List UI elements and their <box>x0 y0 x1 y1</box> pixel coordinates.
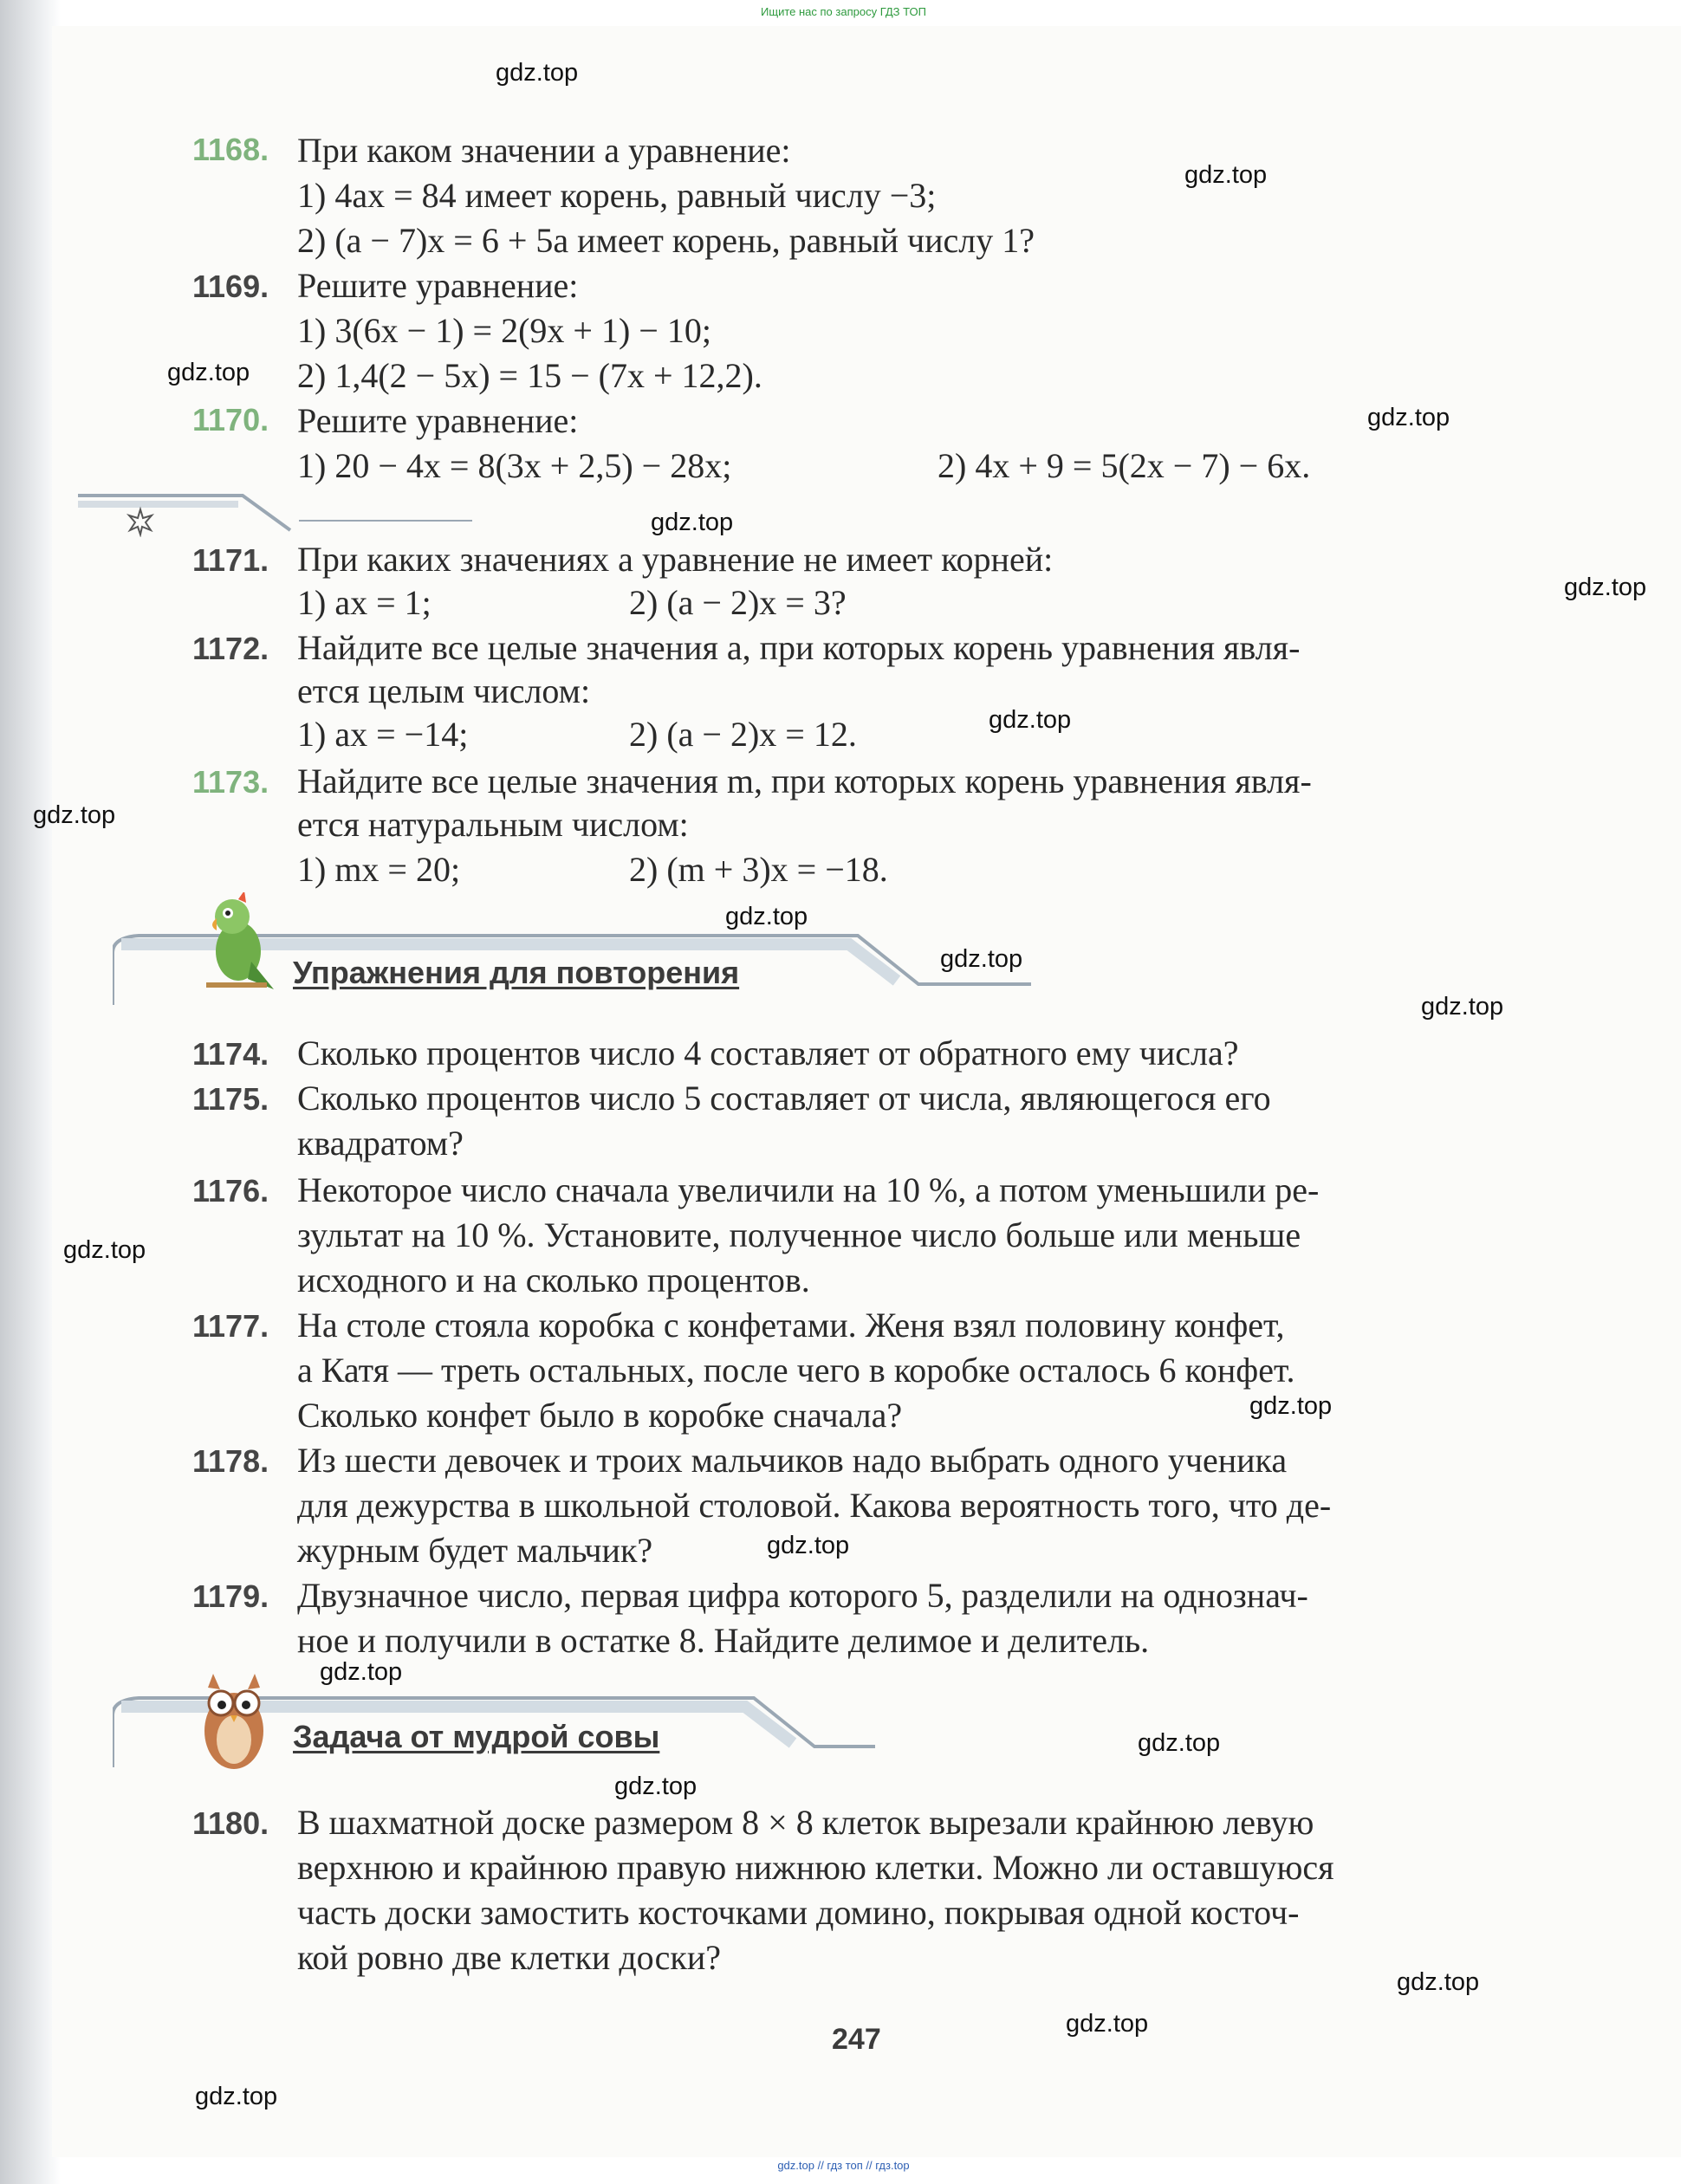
problem-text-continued: верхнюю и крайнюю правую нижнюю клетки. Можно ли оставшуюся <box>297 1848 1334 1887</box>
problem-number: 1173. <box>192 764 269 800</box>
watermark: gdz.top <box>940 945 1023 973</box>
parrot-icon <box>191 892 277 996</box>
problem-text: Из шести девочек и троих мальчиков надо выбрать одного ученика <box>297 1441 1288 1480</box>
problem-text-continued: кой ровно две клетки доски? <box>297 1938 722 1977</box>
problem-text-continued: журным будет мальчик? <box>297 1531 653 1570</box>
problem-item: 2) (a − 2)x = 3? <box>629 583 847 622</box>
watermark: gdz.top <box>1138 1729 1221 1757</box>
problem-text: Решите уравнение: <box>297 266 579 305</box>
problem-text: Двузначное число, первая цифра которого 5, разделили на однознач- <box>297 1576 1308 1615</box>
problem-text-continued: а Катя — треть остальных, после чего в коробке осталось 6 конфет. <box>297 1351 1295 1390</box>
problem-text-continued: исходного и на сколько процентов. <box>297 1260 810 1299</box>
problem-text: При каких значениях a уравнение не имеет корней: <box>297 540 1054 579</box>
problem-item: 1) 20 − 4x = 8(3x + 2,5) − 28x; <box>297 446 732 485</box>
problem-number: 1180. <box>192 1805 269 1841</box>
problem-item: 2) (a − 7)x = 6 + 5a имеет корень, равный числу 1? <box>297 221 1035 260</box>
page-number: 247 <box>832 2023 881 2056</box>
problem-text: На столе стояла коробка с конфетами. Женя взял половину конфет, <box>297 1306 1285 1345</box>
problem-item: 1) ax = 1; <box>297 583 431 622</box>
problem-text: Найдите все целые значения a, при которых корень уравнения явля- <box>297 628 1301 667</box>
problem-number: 1172. <box>192 631 269 666</box>
problem-number: 1171. <box>192 542 269 578</box>
problem-text-continued: для дежурства в школьной столовой. Какова вероятность того, что де- <box>297 1486 1332 1525</box>
bottom-note: gdz.top // гдз топ // гдз.top <box>777 2159 910 2172</box>
problem-number: 1168. <box>192 132 269 167</box>
problem-number: 1174. <box>192 1036 269 1072</box>
top-note: Ищите нас по запросу ГДЗ ТОП <box>761 5 926 18</box>
watermark: gdz.top <box>320 1658 403 1686</box>
star-icon <box>129 509 152 535</box>
problem-item: 2) 1,4(2 − 5x) = 15 − (7x + 12,2). <box>297 356 762 395</box>
watermark: gdz.top <box>63 1236 146 1264</box>
problem-text: Сколько процентов число 5 составляет от числа, являющегося его <box>297 1079 1271 1118</box>
problem-text: Сколько процентов число 4 составляет от обратного ему числа? <box>297 1034 1239 1073</box>
problem-text: Найдите все целые значения m, при которых корень уравнения явля- <box>297 761 1312 800</box>
watermark: gdz.top <box>167 359 250 386</box>
problem-text-continued: зультат на 10 %. Установите, полученное число больше или меньше <box>297 1215 1301 1254</box>
problem-text: Решите уравнение: <box>297 401 579 440</box>
problem-text-continued: ется натуральным числом: <box>297 805 689 844</box>
watermark: gdz.top <box>725 903 808 930</box>
problem-number: 1179. <box>192 1578 269 1614</box>
problem-text-continued: ется целым числом: <box>297 671 591 710</box>
watermark: gdz.top <box>195 2083 278 2110</box>
problem-item: 2) (a − 2)x = 12. <box>629 715 857 754</box>
watermark: gdz.top <box>1249 1392 1333 1420</box>
problem-number: 1169. <box>192 269 269 304</box>
problem-text-continued: часть доски замостить косточками домино, покрывая одной косточ- <box>297 1893 1300 1932</box>
problem-text: В шахматной доске размером 8 × 8 клеток вырезали крайнюю левую <box>297 1803 1314 1842</box>
watermark: gdz.top <box>1184 161 1268 189</box>
watermark: gdz.top <box>651 509 734 536</box>
problem-text-continued: квадратом? <box>297 1124 464 1163</box>
divider-line <box>299 518 472 523</box>
watermark: gdz.top <box>989 706 1072 734</box>
watermark: gdz.top <box>767 1532 850 1559</box>
watermark: gdz.top <box>1367 404 1450 431</box>
section-title-repetition: Упражнения для повторения <box>293 955 740 990</box>
problem-number: 1176. <box>192 1173 269 1209</box>
owl-icon <box>192 1670 276 1774</box>
watermark: gdz.top <box>496 59 579 87</box>
problem-item: 2) (m + 3)x = −18. <box>629 850 888 889</box>
problem-item: 1) ax = −14; <box>297 715 469 754</box>
watermark: gdz.top <box>1564 574 1647 601</box>
problem-item: 1) 3(6x − 1) = 2(9x + 1) − 10; <box>297 311 711 350</box>
problem-number: 1175. <box>192 1081 269 1117</box>
watermark: gdz.top <box>1397 1968 1480 1996</box>
problem-item: 1) mx = 20; <box>297 850 461 889</box>
watermark: gdz.top <box>33 801 116 829</box>
problem-item: 1) 4ax = 84 имеет корень, равный числу −3; <box>297 176 937 215</box>
problem-text-continued: Сколько конфет было в коробке сначала? <box>297 1396 903 1435</box>
problem-text: При каком значении a уравнение: <box>297 131 791 170</box>
problem-number: 1170. <box>192 402 269 437</box>
advanced-level-divider <box>78 485 303 537</box>
problem-text: Некоторое число сначала увеличили на 10 %, а потом уменьшили ре- <box>297 1170 1320 1209</box>
problem-number: 1178. <box>192 1443 269 1479</box>
section-title-owl: Задача от мудрой совы <box>293 1719 660 1754</box>
problem-number: 1177. <box>192 1308 269 1344</box>
problem-item: 2) 4x + 9 = 5(2x − 7) − 6x. <box>938 446 1311 485</box>
watermark: gdz.top <box>614 1772 698 1800</box>
watermark: gdz.top <box>1421 993 1504 1021</box>
watermark: gdz.top <box>1066 2010 1149 2038</box>
problem-text-continued: ное и получили в остатке 8. Найдите делимое и делитель. <box>297 1621 1150 1660</box>
